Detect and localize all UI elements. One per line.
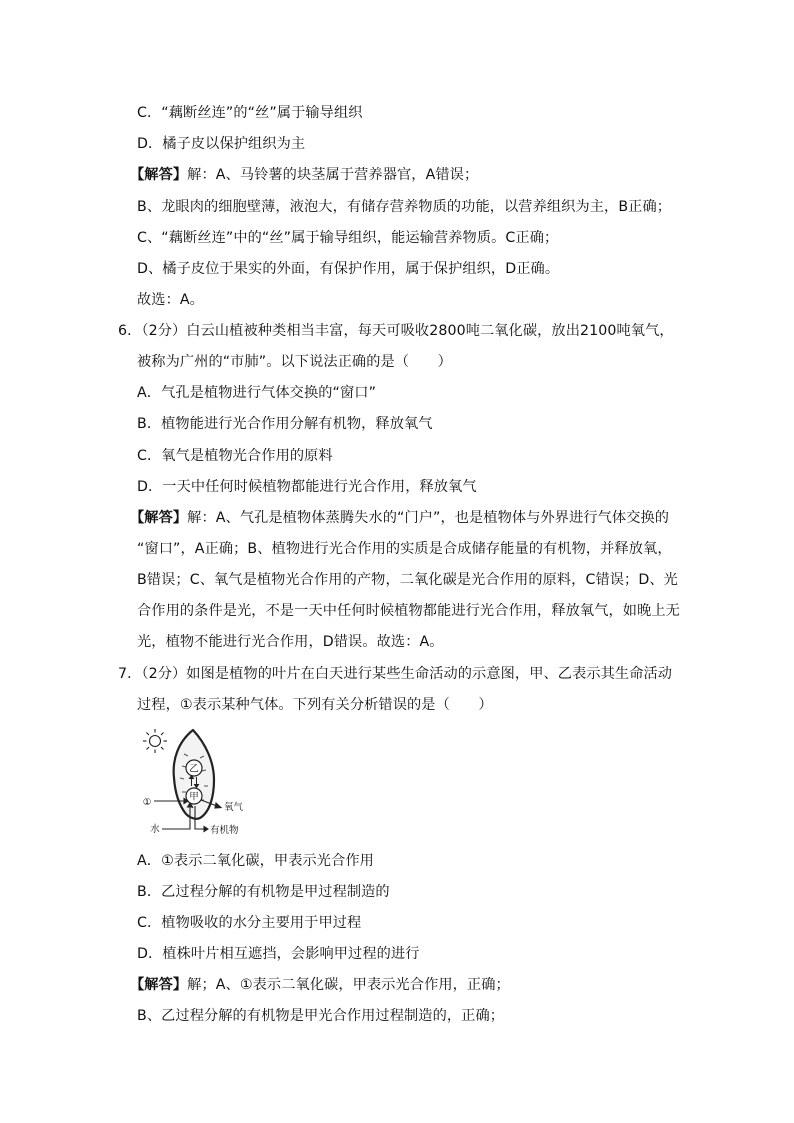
q5-choose: 故选：A。 bbox=[137, 292, 204, 308]
q7-option-c: C．植物吸收的水分主要用于甲过程 bbox=[137, 915, 362, 931]
water-label: 水 bbox=[150, 824, 160, 835]
answer-text: 解；A、①表示二氧化碳，甲表示光合作用，正确； bbox=[187, 977, 510, 993]
sun-icon bbox=[143, 729, 167, 753]
q6-stem-line1: 6．（2分）白云山植被种类相当丰富，每天可吸收2800吨二氧化碳，放出2100吨氧气， bbox=[118, 323, 674, 339]
q6-stem-line2: 被称为广州的“市肺”。以下说法正确的是（ ） bbox=[137, 354, 452, 370]
answer-tag: 【解答】 bbox=[130, 167, 188, 183]
q7-stem-line2: 过程，①表示某种气体。下列有关分析错误的是（ ） bbox=[137, 697, 493, 713]
q6-answer-line4: 合作用的条件是光，不是一天中任何时候植物都能进行光合作用，释放氧气，如晚上无 bbox=[137, 603, 680, 619]
process-jia-label: 甲 bbox=[189, 791, 199, 803]
q5-answer-line2: B、龙眼肉的细胞壁薄，液泡大，有储存营养物质的功能，以营养组织为主，B正确； bbox=[137, 199, 672, 215]
answer-tag: 【解答】 bbox=[130, 977, 188, 993]
q5-answer-line3: C、“藕断丝连”中的“丝”属于输导组织，能运输营养物质。C正确； bbox=[137, 230, 559, 246]
q7-option-d: D．植株叶片相互遮挡，会影响甲过程的进行 bbox=[137, 946, 420, 962]
q5-answer-line4: D、橘子皮位于果实的外面，有保护作用，属于保护组织，D正确。 bbox=[137, 261, 560, 277]
process-yi-label: 乙 bbox=[189, 763, 199, 775]
q6-answer-line3: B错误；C、氧气是植物光合作用的产物，二氧化碳是光合作用的原料，C错误；D、光 bbox=[137, 572, 678, 588]
q6-answer-line5: 光，植物不能进行光合作用，D错误。故选：A。 bbox=[137, 634, 444, 650]
q7-option-a: A．①表示二氧化碳，甲表示光合作用 bbox=[137, 853, 374, 869]
q7-stem-line1: 7．（2分）如图是植物的叶片在白天进行某些生命活动的示意图，甲、乙表示其生命活动 bbox=[118, 666, 673, 682]
leaf-diagram bbox=[138, 726, 258, 842]
q5-option-c: C．“藕断丝连”的“丝”属于输导组织 bbox=[137, 105, 363, 121]
q5-answer-line1 bbox=[130, 165, 478, 185]
answer-text: 解：A、气孔是植物体蒸腾失水的“门户”，也是植物体与外界进行气体交换的 bbox=[187, 510, 670, 526]
gas-label: ① bbox=[142, 797, 152, 808]
q6-option-b: B．植物能进行光合作用分解有机物，释放氧气 bbox=[137, 416, 433, 432]
oxygen-label: 氧气 bbox=[224, 802, 244, 813]
answer-text: 解：A、马铃薯的块茎属于营养器官，A错误； bbox=[187, 167, 479, 183]
q6-answer-line2: “窗口”，A正确；B、植物进行光合作用的实质是合成储存能量的有机物，并释放氧， bbox=[137, 541, 672, 557]
q7-answer-line2: B、乙过程分解的有机物是甲光合作用过程制造的，正确； bbox=[137, 1008, 505, 1024]
q6-option-c: C．氧气是植物光合作用的原料 bbox=[137, 448, 333, 464]
q6-option-a: A．气孔是植物进行气体交换的“窗口” bbox=[137, 385, 377, 401]
answer-tag: 【解答】 bbox=[130, 510, 188, 526]
q5-option-d: D．橘子皮以保护组织为主 bbox=[137, 136, 306, 152]
q7-option-b: B．乙过程分解的有机物是甲过程制造的 bbox=[137, 884, 390, 900]
q6-option-d: D．一天中任何时候植物都能进行光合作用，释放氧气 bbox=[137, 479, 477, 495]
q7-answer-line1 bbox=[130, 975, 510, 995]
q6-answer-line1 bbox=[130, 508, 669, 528]
organic-label: 有机物 bbox=[210, 825, 239, 836]
